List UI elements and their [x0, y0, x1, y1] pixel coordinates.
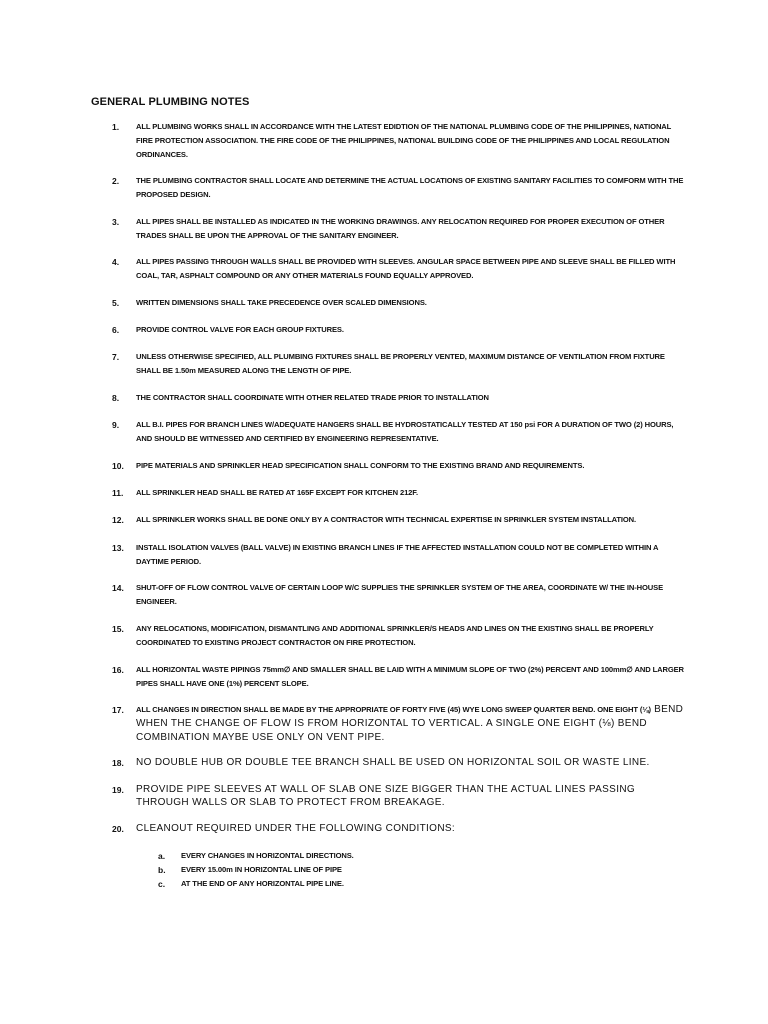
note-number: 14. — [112, 583, 124, 593]
note-number: 7. — [112, 352, 120, 362]
note-text: CLEANOUT REQUIRED UNDER THE FOLLOWING CONDITIONS: — [136, 823, 456, 834]
note-text: ALL SPRINKLER HEAD SHALL BE RATED AT 165F EXCEPT FOR KITCHEN 212F. — [136, 488, 418, 497]
note-text: ALL PLUMBING WORKS SHALL IN ACCORDANCE WITH THE LATEST EDIDTION OF THE NATIONAL PLUMBING CODE OF THE PHILIPPINES, NATIONAL FIRE PROTECTION ASSOCIATION. THE FIRE CODE OF THE PHILIPPINES, NATIONAL BUILDING CODE OF THE PHILIPPINES AND LOCAL REGULATION ORDINANCES. — [136, 122, 672, 159]
sub-item-text: EVERY CHANGES IN HORIZONTAL DIRECTIONS. — [181, 851, 354, 860]
note-number: 2. — [112, 176, 120, 186]
note-number: 10. — [112, 461, 124, 471]
sub-item-letter: b. — [158, 865, 166, 875]
note-text: ANY RELOCATIONS, MODIFICATION, DISMANTLING AND ADDITIONAL SPRINKLER/S HEADS AND LINES ON THE EXISTING SHALL BE PROPERLY COORDINATED TO EXISTING PROJECT CONTRACTOR ON FIRE PROTECTION. — [136, 624, 654, 647]
note-number: 1. — [112, 122, 120, 132]
sub-item-letter: c. — [158, 879, 166, 889]
note-text — [136, 703, 684, 745]
note-number: 18. — [112, 758, 124, 768]
note-text: WRITTEN DIMENSIONS SHALL TAKE PRECEDENCE OVER SCALED DIMENSIONS. — [136, 298, 427, 307]
note-text: SHUT-OFF OF FLOW CONTROL VALVE OF CERTAIN LOOP W/C SUPPLIES THE SPRINKLER SYSTEM OF THE AREA, COORDINATE W/ THE IN-HOUSE ENGINEER. — [136, 583, 664, 606]
note-number: 5. — [112, 298, 120, 308]
note-number: 16. — [112, 665, 124, 675]
note-number: 17. — [112, 705, 124, 715]
note-text: ALL HORIZONTAL WASTE PIPINGS 75mm∅ AND SMALLER SHALL BE LAID WITH A MINIMUM SLOPE OF TWO (2%) PERCENT AND 100mm∅ AND LARGER PIPES SHALL HAVE ONE (1%) PERCENT SLOPE. — [136, 665, 684, 688]
note-text: THE PLUMBING CONTRACTOR SHALL LOCATE AND DETERMINE THE ACTUAL LOCATIONS OF EXISTING SANITARY FACILITIES TO COMFORM WITH THE PROPOSED DESIGN. — [136, 176, 684, 199]
note-text: UNLESS OTHERWISE SPECIFIED, ALL PLUMBING FIXTURES SHALL BE PROPERLY VENTED, MAXIMUM DISTANCE OF VENTILATION FROM FIXTURE SHALL BE 1.50m MEASURED ALONG THE LENGTH OF PIPE. — [136, 352, 665, 375]
note-text: PROVIDE PIPE SLEEVES AT WALL OF SLAB ONE SIZE BIGGER THAN THE ACTUAL LINES PASSING THROUGH WALLS OR SLAB TO PROTECT FROM BREAKAGE. — [136, 784, 636, 808]
note-number: 8. — [112, 393, 120, 403]
note-number: 13. — [112, 543, 124, 553]
note-text: PROVIDE CONTROL VALVE FOR EACH GROUP FIXTURES. — [136, 325, 344, 334]
note-text: ALL PIPES PASSING THROUGH WALLS SHALL BE PROVIDED WITH SLEEVES. ANGULAR SPACE BETWEEN PIPE AND SLEEVE SHALL BE FILLED WITH COAL, TAR, ASPHALT COMPOUND OR ANY OTHER MATERIALS FOUND EQUALLY APPROVED. — [136, 257, 676, 280]
note-number: 9. — [112, 420, 120, 430]
sub-item-text: EVERY 15.00m IN HORIZONTAL LINE OF PIPE — [181, 865, 342, 874]
note-text: NO DOUBLE HUB OR DOUBLE TEE BRANCH SHALL BE USED ON HORIZONTAL SOIL OR WASTE LINE. — [136, 757, 650, 768]
note-text-bold: ALL CHANGES IN DIRECTION SHALL BE MADE BY THE APPROPRIATE OF FORTY FIVE (45) WYE LONG SWEEP QUARTER BEND. ONE EIGHT (⅛) — [136, 705, 651, 714]
note-text: ALL PIPES SHALL BE INSTALLED AS INDICATED IN THE WORKING DRAWINGS. ANY RELOCATION REQUIRED FOR PROPER EXECUTION OF OTHER TRADES SHALL BE UPON THE APPROVAL OF THE SANITARY ENGINEER. — [136, 217, 665, 240]
note-text: PIPE MATERIALS AND SPRINKLER HEAD SPECIFICATION SHALL CONFORM TO THE EXISTING BRAND AND REQUIREMENTS. — [136, 461, 585, 470]
note-number: 4. — [112, 257, 120, 267]
note-number: 11. — [112, 488, 124, 498]
note-number: 15. — [112, 624, 124, 634]
note-number: 20. — [112, 824, 124, 834]
sub-item-text: AT THE END OF ANY HORIZONTAL PIPE LINE. — [181, 879, 344, 888]
note-number: 6. — [112, 325, 120, 335]
note-number: 3. — [112, 217, 120, 227]
note-text: THE CONTRACTOR SHALL COORDINATE WITH OTHER RELATED TRADE PRIOR TO INSTALLATION — [136, 393, 489, 402]
note-text: ALL SPRINKLER WORKS SHALL BE DONE ONLY BY A CONTRACTOR WITH TECHNICAL EXPERTISE IN SPRINKLER SYSTEM INSTALLATION. — [136, 515, 637, 524]
note-text: ALL B.I. PIPES FOR BRANCH LINES W/ADEQUATE HANGERS SHALL BE HYDROSTATICALLY TESTED AT 150 psi FOR A DURATION OF TWO (2) HOURS, AND SHOULD BE WITNESSED AND CERTIFIED BY ENGINEERING REPRESENTATIVE. — [136, 420, 674, 443]
note-number: 12. — [112, 515, 124, 525]
sub-item-letter: a. — [158, 851, 166, 861]
page-title: GENERAL PLUMBING NOTES — [91, 96, 250, 108]
note-text: INSTALL ISOLATION VALVES (BALL VALVE) IN EXISTING BRANCH LINES IF THE AFFECTED INSTALLATION COULD NOT BE COMPLETED WITHIN A DAYTIME PERIOD. — [136, 543, 659, 566]
note-number: 19. — [112, 785, 124, 795]
note-text-regular: BEND WHEN THE CHANGE OF FLOW IS FROM HORIZONTAL TO VERTICAL. A SINGLE ONE EIGHT (⅛) BEND COMBINATION MAYBE USE ONLY ON VENT PIPE. — [136, 704, 684, 743]
